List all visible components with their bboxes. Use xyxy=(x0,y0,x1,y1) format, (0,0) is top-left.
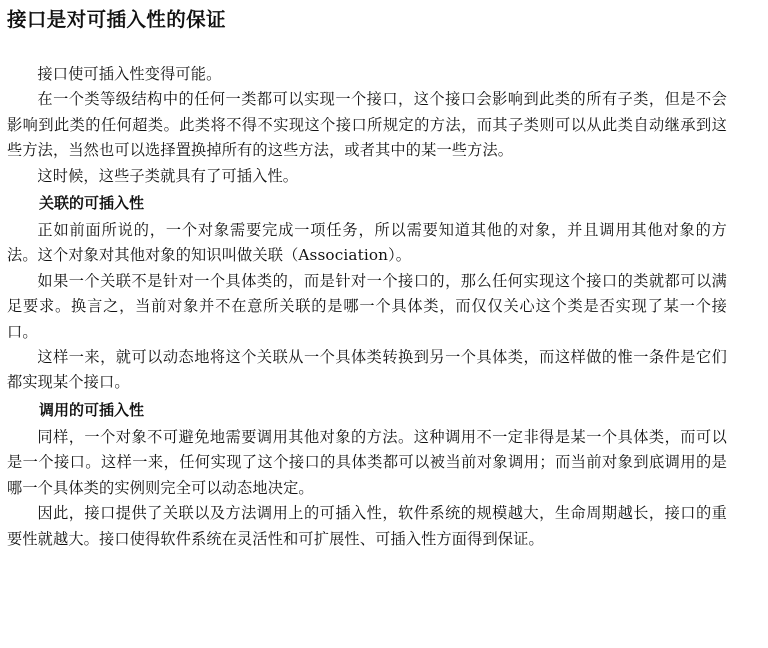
paragraph: 在一个类等级结构中的任何一类都可以实现一个接口，这个接口会影响到此类的所有子类，但是不会影响到此类的任何超类。此类将不得不实现这个接口所规定的方法，而其子类则可以从此类自动继承到这些方法，当然也可以选择置换掉所有的这些方法，或者其中的某一些方法。 xyxy=(7,90,727,160)
paragraph: 因此，接口提供了关联以及方法调用上的可插入性，软件系统的规模越大，生命周期越长，接口的重要性就越大。接口使得软件系统在灵活性和可扩展性、可插入性方面得到保证。 xyxy=(7,504,727,548)
paragraph: 这样一来，就可以动态地将这个关联从一个具体类转换到另一个具体类，而这样做的惟一条件是它们都实现某个接口。 xyxy=(7,348,727,392)
paragraph: 接口使可插入性变得可能。 xyxy=(37,65,222,83)
paragraph: 正如前面所说的，一个对象需要完成一项任务，所以需要知道其他的对象，并且调用其他对象的方法。这个对象对其他对象的知识叫做关联（Association）。 xyxy=(7,221,727,265)
paragraph: 如果一个关联不是针对一个具体类的，而是针对一个接口的，那么任何实现这个接口的类就都可以满足要求。换言之，当前对象并不在意所关联的是哪一个具体类，而仅仅关心这个类是否实现了某一个接口。 xyxy=(7,271,727,341)
paragraph: 同样，一个对象不可避免地需要调用其他对象的方法。这种调用不一定非得是某一个具体类，而可以是一个接口。这样一来，任何实现了这个接口的具体类都可以被当前对象调用；而当前对象到底调用的是哪一个具体类的实例则完全可以动态地决定。 xyxy=(7,427,727,497)
page-title: 接口是对可插入性的保证 xyxy=(7,8,226,31)
section-heading-association: 关联的可插入性 xyxy=(39,194,145,213)
section-heading-invocation: 调用的可插入性 xyxy=(39,400,145,419)
paragraph: 这时候，这些子类就具有了可插入性。 xyxy=(37,166,299,185)
document-body xyxy=(7,62,727,552)
